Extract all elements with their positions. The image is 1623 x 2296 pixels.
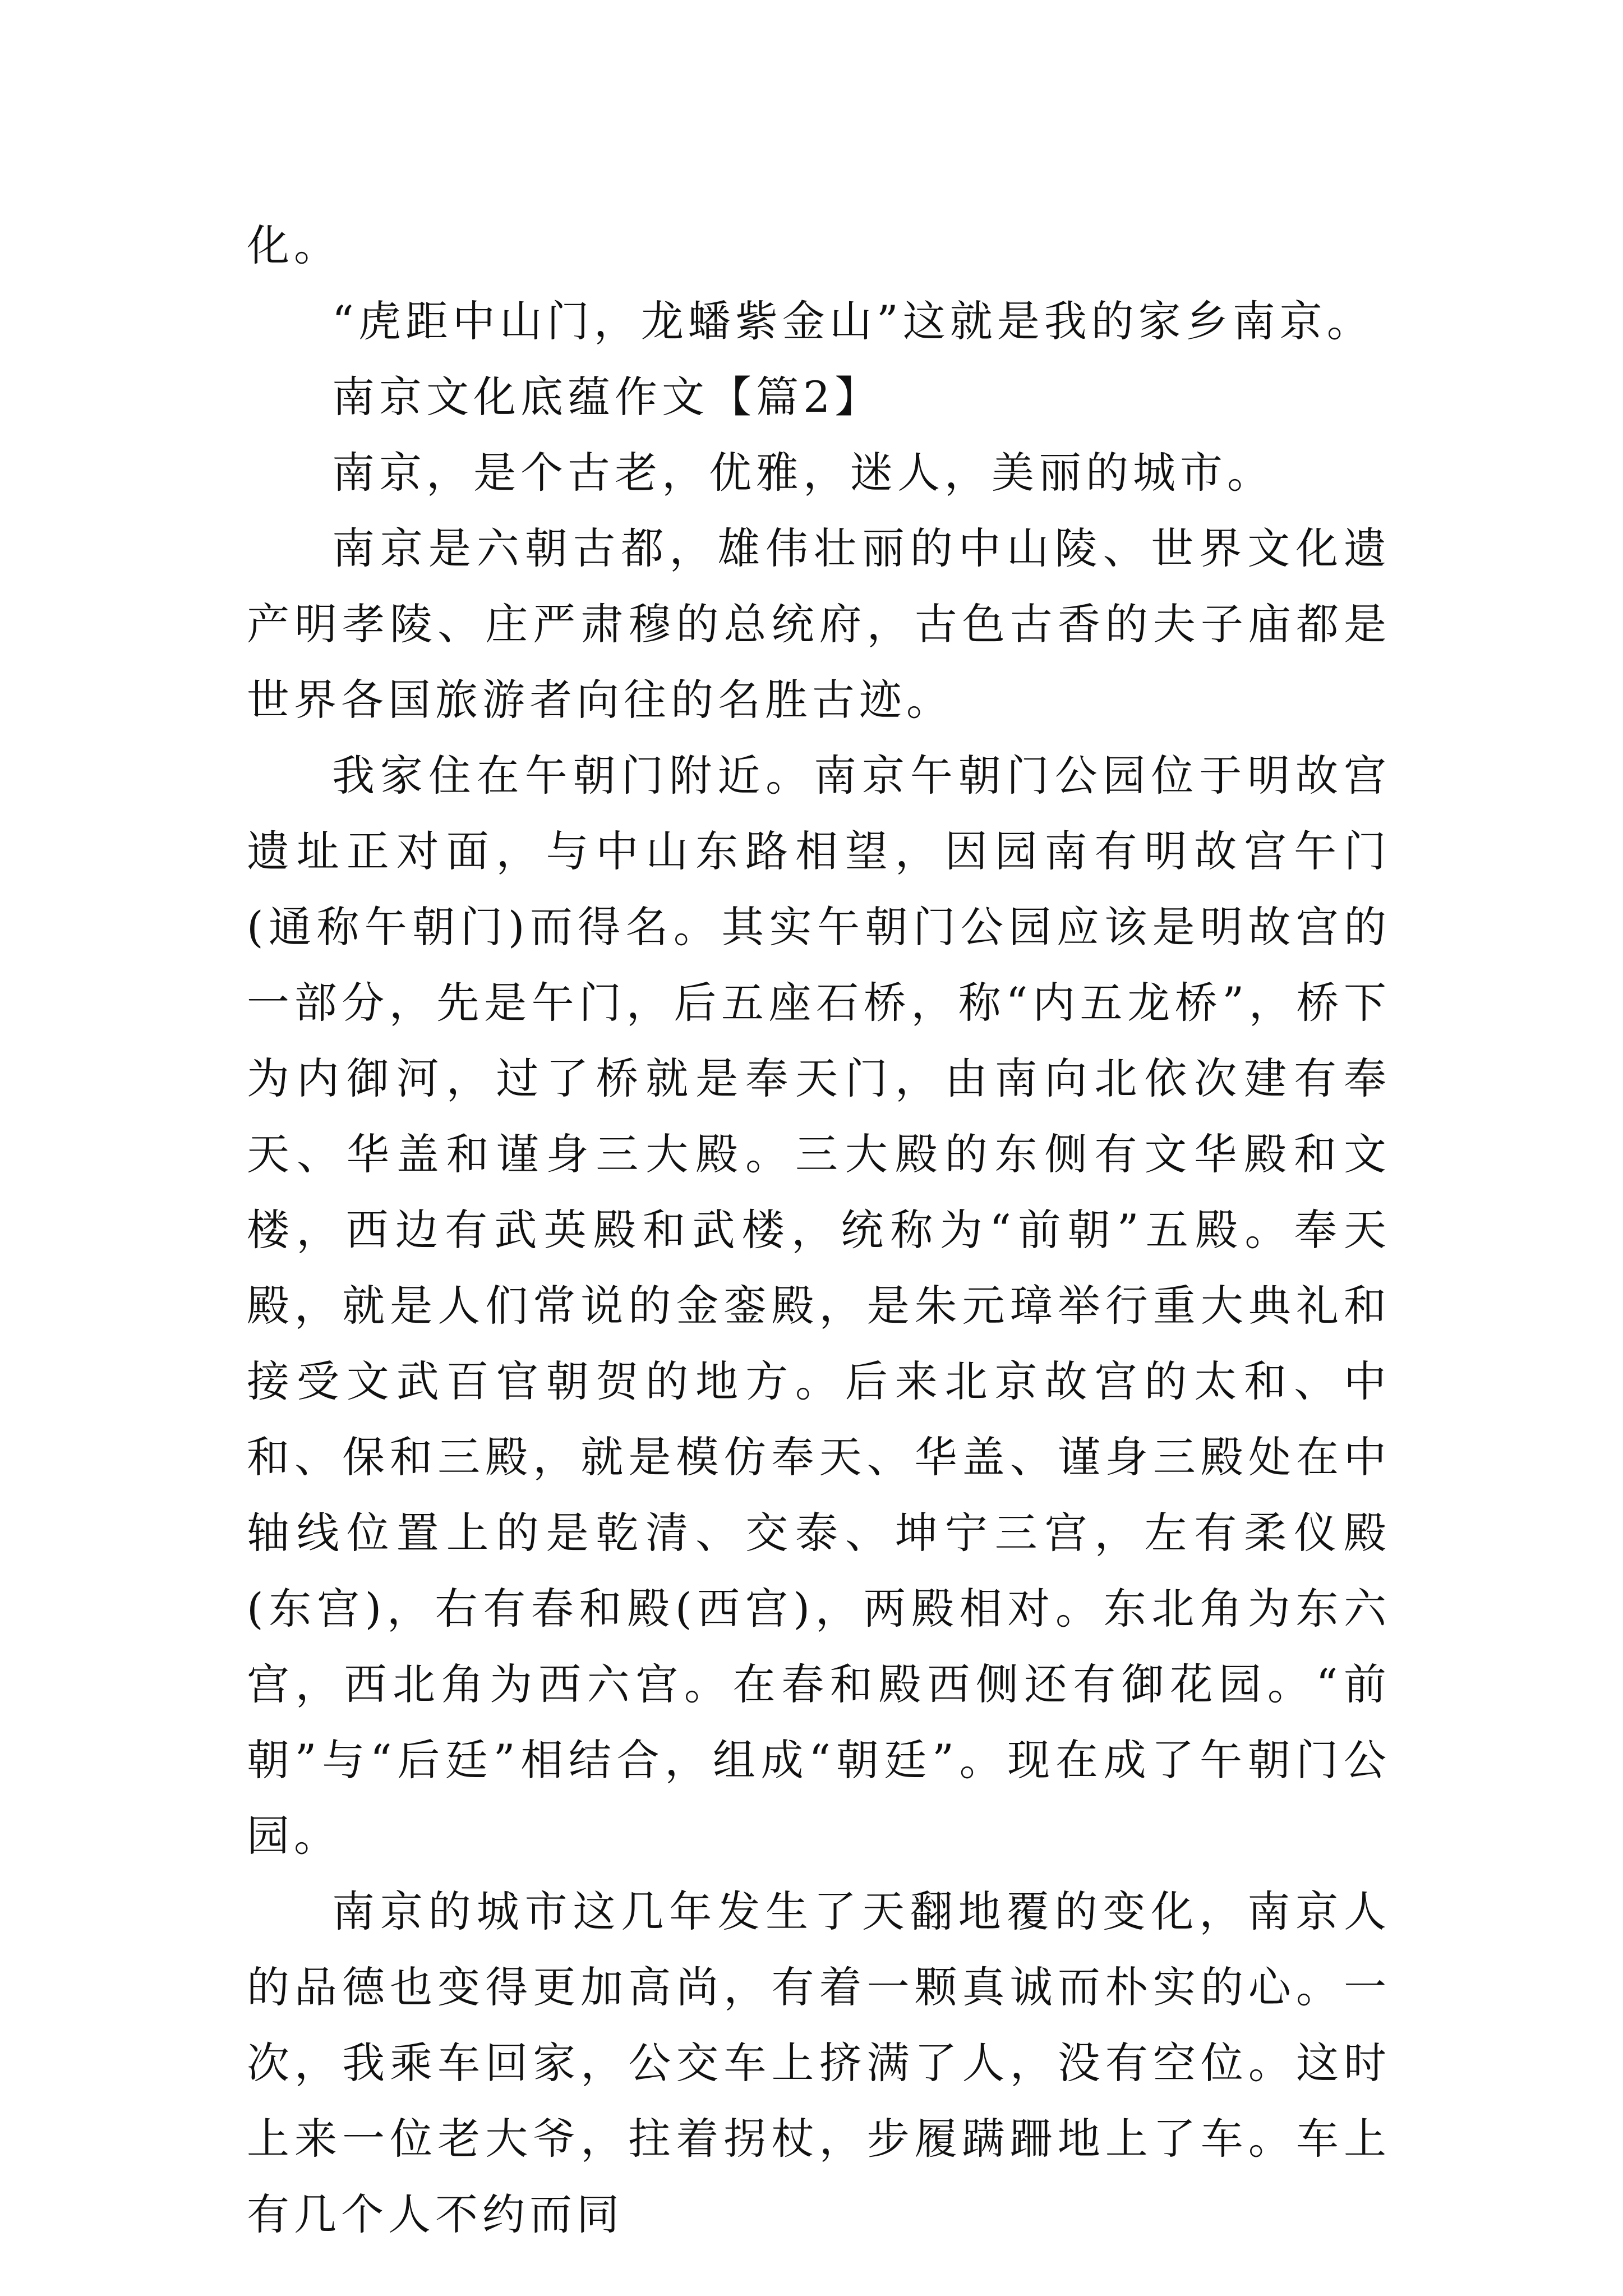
section-heading: 南京文化底蕴作文【篇2】 xyxy=(332,372,882,422)
paragraph-quote: “虎距中山门，龙蟠紫金山”这就是我的家乡南京。 xyxy=(332,296,1374,346)
document-body xyxy=(247,208,1391,2252)
paragraph-landmarks: 南京是六朝古都，雄伟壮丽的中山陵、世界文化遗产明孝陵、庄严肃穆的总统府，古色古香的夫子庙都是世界各国旅游者向往的名胜古迹。 xyxy=(247,523,1391,725)
paragraph-wuchaomen: 我家住在午朝门附近。南京午朝门公园位于明故宫遗址正对面，与中山东路相望，因园南有明故宫午门(通称午朝门)而得名。其实午朝门公园应该是明故宫的一部分，先是午门，后五座石桥，称“内五龙桥”，桥下为内御河，过了桥就是奉天门，由南向北依次建有奉天、华盖和谨身三大殿。三大殿的东侧有文华殿和文楼，西边有武英殿和武楼，统称为“前朝”五殿。奉天殿，就是人们常说的金銮殿，是朱元璋举行重大典礼和接受文武百官朝贺的地方。后来北京故宫的太和、中和、保和三殿，就是模仿奉天、华盖、谨身三殿处在中轴线位置上的是乾清、交泰、坤宁三宫，左有柔仪殿(东宫)，右有春和殿(西宫)，两殿相对。东北角为东六宫，西北角为西六宫。在春和殿西侧还有御花园。“前朝”与“后廷”相结合，组成“朝廷”。现在成了午朝门公园。 xyxy=(247,751,1391,1861)
paragraph-continuation: 化。 xyxy=(247,220,341,270)
paragraph-city-change: 南京的城市这几年发生了天翻地覆的变化，南京人的品德也变得更加高尚，有着一颗真诚而朴实的心。一次，我乘车回家，公交车上挤满了人，没有空位。这时上来一位老大爷，拄着拐杖，步履蹒跚地上了车。车上有几个人不约而同 xyxy=(247,1887,1391,2239)
paragraph-intro: 南京，是个古老，优雅，迷人，美丽的城市。 xyxy=(332,448,1274,498)
